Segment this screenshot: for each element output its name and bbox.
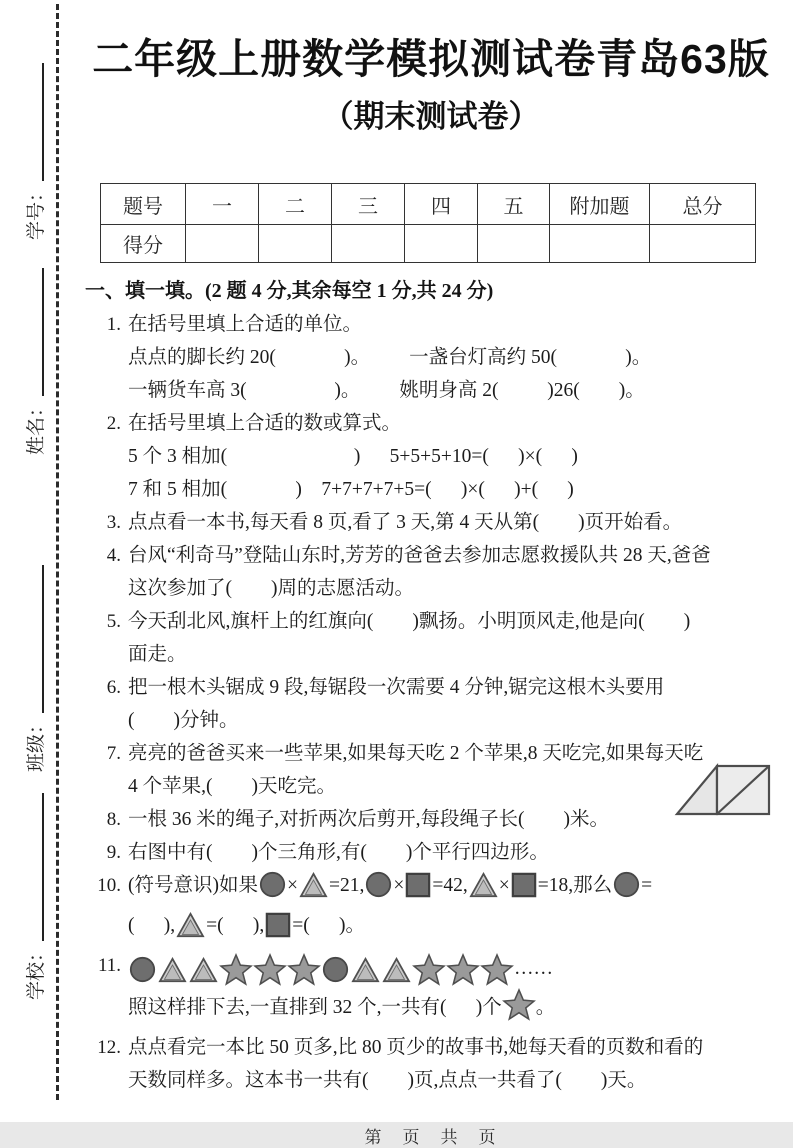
score-cell <box>259 225 332 263</box>
q10-text: ( ), <box>128 915 176 936</box>
score-cell <box>332 225 405 263</box>
q10-text: × <box>498 875 510 896</box>
header-bonus: 附加题 <box>550 184 650 225</box>
question-list <box>85 308 777 1097</box>
question-4-number: 4. <box>106 545 121 566</box>
score-cell <box>186 225 259 263</box>
circle-icon <box>322 956 349 983</box>
q12-line-1: 点点看完一本比 50 页多,比 80 页少的故事书,她每天看的页数和看的 <box>128 1037 704 1058</box>
q4-line-2: 这次参加了( )周的志愿活动。 <box>128 578 414 599</box>
square-icon <box>405 872 431 909</box>
q1-line-2: 点点的脚长约 20( )。 一盏台灯高约 50( )。 <box>128 347 652 368</box>
question-3-number: 3. <box>106 512 121 533</box>
q11-pattern-row <box>128 949 777 989</box>
question-1 <box>85 308 777 407</box>
student-name-blank-line <box>28 268 44 396</box>
student-name-field <box>22 268 52 455</box>
star-icon <box>254 954 286 985</box>
triangle-icon <box>382 957 411 983</box>
question-5 <box>85 605 777 671</box>
q5-line-1: 今天刮北风,旗杆上的红旗向( )飘扬。小明顶风走,他是向( ) <box>128 611 691 632</box>
q1-line-1: 在括号里填上合适的单位。 <box>128 314 363 335</box>
q2-line-1: 在括号里填上合适的数或算式。 <box>128 413 402 434</box>
q11-line-2 <box>128 989 777 1031</box>
q1-line-3: 一辆货车高 3( )。 姚明身高 2( )26( )。 <box>128 380 645 401</box>
q10-text: = <box>641 875 653 896</box>
left-margin-dashed-line <box>56 4 59 1100</box>
question-5-number: 5. <box>106 611 121 632</box>
score-table <box>100 183 756 263</box>
q6-line-1: 把一根木头锯成 9 段,每锯段一次需要 4 分钟,锯完这根木头要用 <box>128 677 665 698</box>
question-9-number: 9. <box>106 842 121 863</box>
header-col-5: 五 <box>478 184 550 225</box>
header-col-4: 四 <box>405 184 478 225</box>
square-icon <box>265 912 291 949</box>
q11-text: 。 <box>535 997 556 1018</box>
q10-text: (符号意识)如果 <box>128 875 258 896</box>
star-icon <box>220 954 252 985</box>
q11-text: 照这样排下去,一直排到 32 个,一共有( )个 <box>128 997 502 1018</box>
q10-text: × <box>393 875 405 896</box>
school-blank-line <box>28 793 44 941</box>
header-question-no: 题号 <box>101 184 186 225</box>
triangle-icon <box>158 957 187 983</box>
triangle-icon <box>299 872 328 909</box>
circle-icon <box>613 871 640 909</box>
question-10-number: 10. <box>97 875 121 896</box>
question-8 <box>85 803 777 836</box>
circle-icon <box>259 871 286 909</box>
q5-line-2: 面走。 <box>128 644 187 665</box>
school-field <box>22 793 52 1000</box>
circle-icon <box>365 871 392 909</box>
page-footer: 第 页 共 页 <box>364 1128 498 1147</box>
q10-text: =42, <box>432 875 468 896</box>
question-9 <box>85 836 777 869</box>
q10-text: =( ), <box>206 915 265 936</box>
star-icon <box>503 989 535 1031</box>
question-10 <box>85 869 777 949</box>
class-label: 班级： <box>26 714 47 772</box>
header-col-3: 三 <box>332 184 405 225</box>
student-id-field <box>22 63 52 240</box>
class-field <box>22 565 52 772</box>
score-cell <box>550 225 650 263</box>
score-table-header-row <box>101 184 756 225</box>
question-7 <box>85 737 777 803</box>
q10-text: =( )。 <box>292 915 365 936</box>
q11-ellipsis: …… <box>514 958 553 979</box>
question-11 <box>85 949 777 1031</box>
q7-line-1: 亮亮的爸爸买来一些苹果,如果每天吃 2 个苹果,8 天吃完,如果每天吃 <box>128 743 704 764</box>
square-icon <box>511 872 537 909</box>
q4-line-1: 台风“利奇马”登陆山东时,芳芳的爸爸去参加志愿救援队共 28 天,爸爸 <box>128 545 711 566</box>
q12-line-2: 天数同样多。这本书一共有( )页,点点一共看了( )天。 <box>128 1070 647 1091</box>
star-icon <box>447 954 479 985</box>
triangle-icon <box>176 912 205 949</box>
q10-line-1 <box>128 869 777 909</box>
q9-line-1: 右图中有( )个三角形,有( )个平行四边形。 <box>128 842 549 863</box>
score-row-label: 得分 <box>101 225 186 263</box>
star-icon <box>413 954 445 985</box>
header-col-1: 一 <box>186 184 259 225</box>
q10-text: × <box>287 875 298 896</box>
score-cell <box>650 225 756 263</box>
triangle-icon <box>469 872 498 909</box>
star-icon <box>288 954 320 985</box>
student-name-label: 姓名： <box>26 397 47 455</box>
q2-line-2: 5 个 3 相加( ) 5+5+5+10=( )×( ) <box>128 446 578 467</box>
triangle-icon <box>189 957 218 983</box>
star-icon <box>481 954 513 985</box>
question-12-number: 12. <box>97 1037 121 1058</box>
school-label: 学校： <box>26 942 47 1000</box>
q10-text: =18,那么 <box>537 875 613 896</box>
triangle-icon <box>351 957 380 983</box>
class-blank-line <box>28 565 44 713</box>
question-4 <box>85 539 777 605</box>
q11-shape-sequence <box>128 958 514 979</box>
question-6 <box>85 671 777 737</box>
header-col-2: 二 <box>259 184 332 225</box>
q10-line-2 <box>128 909 777 949</box>
question-8-number: 8. <box>106 809 121 830</box>
question-2 <box>85 407 777 506</box>
paper-subtitle: （期末测试卷） <box>322 99 540 134</box>
q8-line-1: 一根 36 米的绳子,对折两次后剪开,每段绳子长( )米。 <box>128 809 609 830</box>
question-6-number: 6. <box>106 677 121 698</box>
student-id-label: 学号： <box>26 182 47 240</box>
q6-line-2: ( )分钟。 <box>128 710 239 731</box>
question-7-number: 7. <box>106 743 121 764</box>
header-total: 总分 <box>650 184 756 225</box>
question-3 <box>85 506 777 539</box>
q10-text: =21, <box>329 875 365 896</box>
circle-icon <box>129 956 156 983</box>
question-2-number: 2. <box>106 413 121 434</box>
q3-line-1: 点点看一本书,每天看 8 页,看了 3 天,第 4 天从第( )页开始看。 <box>128 512 683 533</box>
score-table-score-row <box>101 225 756 263</box>
score-cell <box>478 225 550 263</box>
score-cell <box>405 225 478 263</box>
section-one-heading: 一、填一填。(2 题 4 分,其余每空 1 分,共 24 分) <box>85 280 494 302</box>
question-1-number: 1. <box>106 314 121 335</box>
question-12 <box>85 1031 777 1097</box>
student-id-blank-line <box>28 63 44 181</box>
q2-line-3: 7 和 5 相加( ) 7+7+7+7+5=( )×( )+( ) <box>128 479 574 500</box>
question-11-number: 11. <box>97 955 121 976</box>
q7-line-2: 4 个苹果,( )天吃完。 <box>128 776 336 797</box>
paper-content <box>85 0 777 1148</box>
paper-title: 二年级上册数学模拟测试卷青岛63版 <box>92 36 770 82</box>
